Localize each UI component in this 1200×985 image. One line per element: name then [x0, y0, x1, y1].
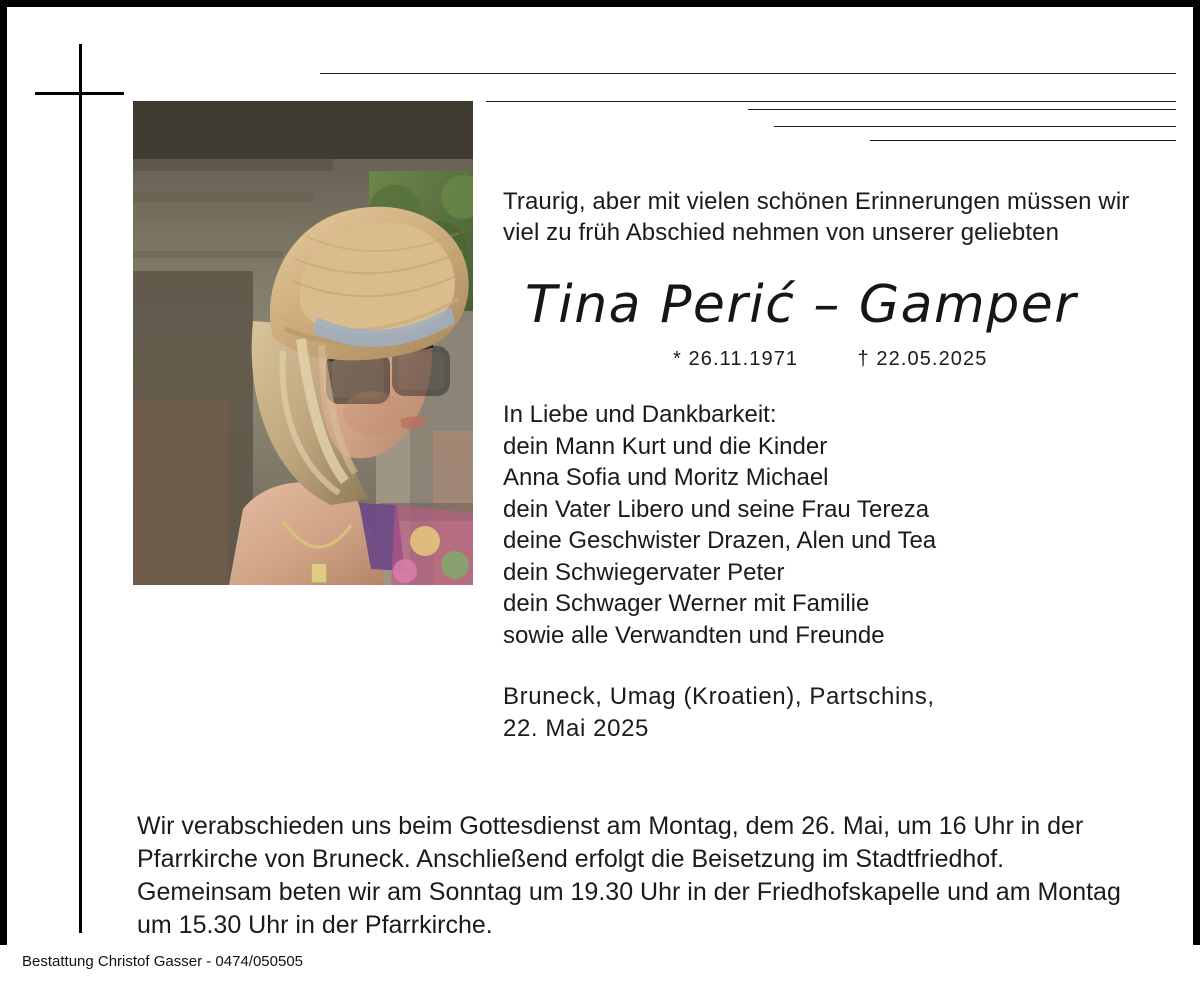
intro-line-1: Traurig, aber mit vielen schönen Erinnerungen müssen wir: [503, 188, 1130, 215]
scan-artifact-line: [748, 109, 1176, 110]
family-line: dein Mann Kurt und die Kinder: [503, 432, 828, 460]
death-date: † 22.05.2025: [857, 348, 988, 370]
intro-line-2: viel zu früh Abschied nehmen von unserer geliebten: [503, 219, 1060, 246]
scan-artifact-line: [320, 73, 1176, 74]
scan-artifact-line: [870, 140, 1176, 141]
intro-paragraph: [503, 186, 1183, 248]
service-details: [137, 810, 1172, 942]
service-line: Wir verabschieden uns beim Gottesdienst am Montag, dem 26. Mai, um 16 Uhr in der: [137, 812, 1084, 840]
family-line: In Liebe und Dankbarkeit:: [503, 401, 777, 428]
service-line: um 15.30 Uhr in der Pfarrkirche.: [137, 911, 493, 939]
deceased-name: Tina Perić – Gamper: [525, 275, 1078, 335]
family-line: deine Geschwister Drazen, Alen und Tea: [503, 527, 937, 554]
birth-date: * 26.11.1971: [673, 348, 799, 370]
portrait-photo: [133, 101, 473, 585]
funeral-home-credit: Bestattung Christof Gasser - 0474/050505: [22, 953, 304, 970]
family-line: dein Schwager Werner mit Familie: [503, 590, 870, 617]
cross-icon-horizontal-bar: [35, 92, 124, 95]
cross-icon-vertical-bar: [79, 44, 82, 933]
scan-artifact-line: [774, 126, 1176, 127]
scan-artifact-line: [486, 101, 1176, 102]
family-block: [503, 399, 1183, 651]
family-line: sowie alle Verwandten und Freunde: [503, 621, 885, 649]
service-line: Pfarrkirche von Bruneck. Anschließend erfolgt die Beisetzung im Stadtfriedhof.: [137, 845, 1005, 873]
family-line: Anna Sofia und Moritz Michael: [503, 464, 829, 491]
places-block: [503, 681, 1183, 744]
places-line: Bruneck, Umag (Kroatien), Partschins,: [503, 683, 935, 710]
places-line: 22. Mai 2025: [503, 714, 649, 742]
family-line: dein Vater Libero und seine Frau Tereza: [503, 495, 930, 523]
service-line: Gemeinsam beten wir am Sonntag um 19.30 Uhr in der Friedhofskapelle und am Montag: [137, 878, 1121, 906]
memorial-text-column: [503, 186, 1183, 744]
life-dates: [503, 348, 1183, 371]
family-line: dein Schwiegervater Peter: [503, 558, 785, 586]
